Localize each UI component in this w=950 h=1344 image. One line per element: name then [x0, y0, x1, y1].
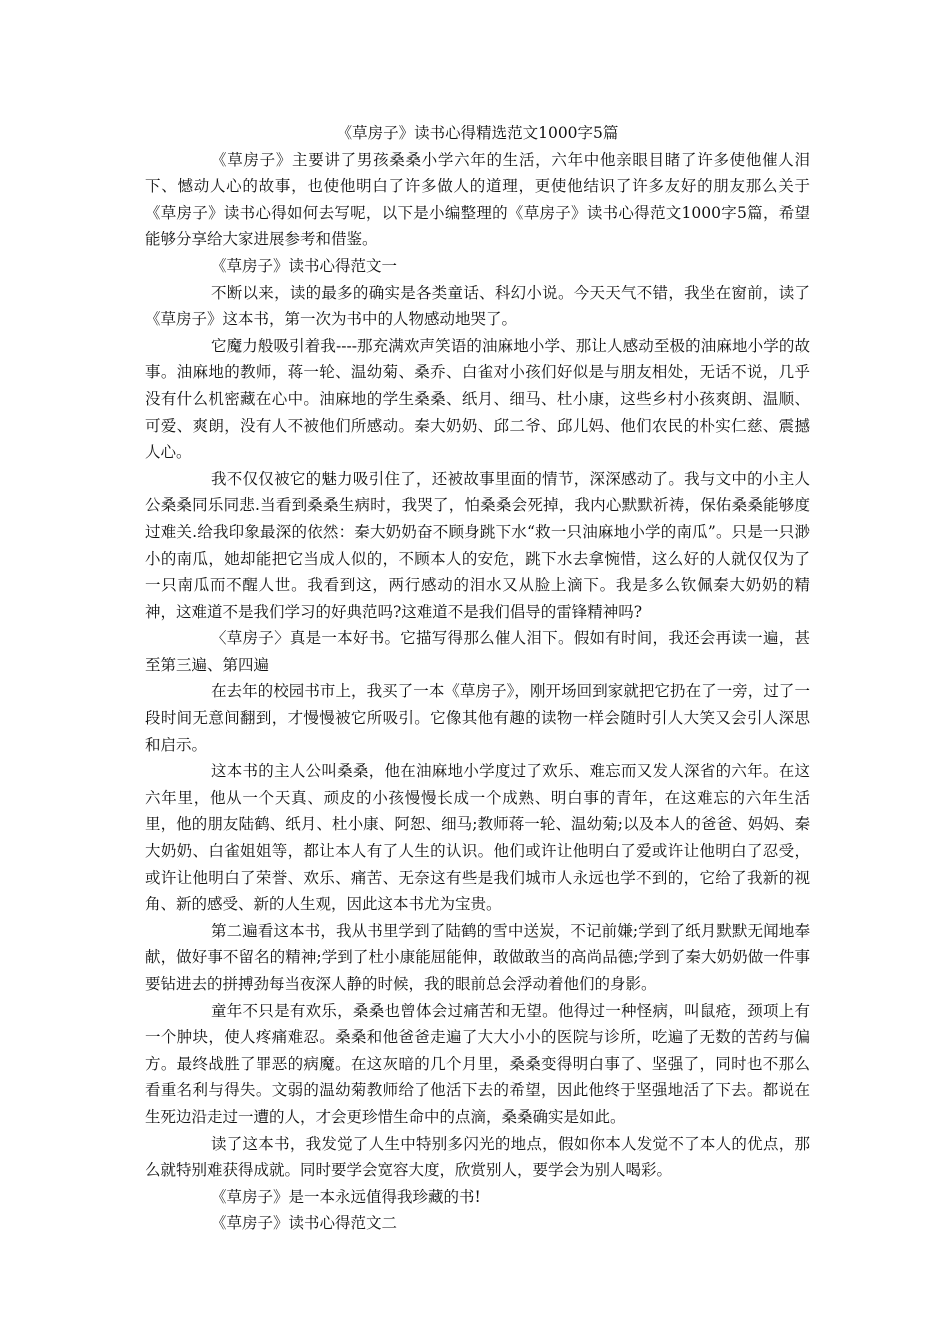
- body-paragraph: 《草房子》是一本永远值得我珍藏的书!: [211, 1187, 481, 1206]
- document-title: 《草房子》读书心得精选范文1000字5篇: [336, 124, 619, 142]
- body-paragraph: 读了这本书，我发觉了人生中特别多闪光的地点，假如你本人发觉不了本人的优点，那么就特别难获得成就。同时要学会宽容大度，欣赏别人，要学会为别人喝彩。: [145, 1134, 810, 1180]
- section-heading-2: 《草房子》读书心得范文二: [211, 1214, 398, 1233]
- body-paragraph: 我不仅仅被它的魅力吸引住了，还被故事里面的情节，深深感动了。我与文中的小主人公桑桑同乐同悲.当看到桑桑生病时，我哭了，怕桑桑会死掉，我内心默默祈祷，保佑桑桑能够度过难关.给我印象最深的依然：秦大奶奶奋不顾身跳下水“救一只油麻地小学的南瓜”。只是一只渺小的南瓜，她却能把它当成人似的，不顾本人的安危，跳下水去拿惋惜，这么好的人就仅仅为了一只南瓜而不醒人世。我看到这，两行感动的泪水又从脸上滴下。我是多么钦佩秦大奶奶的精神，这难道不是我们学习的好典范吗?这难道不是我们倡导的雷锋精神吗?: [145, 469, 810, 621]
- body-paragraph: 它魔力般吸引着我----那充满欢声笑语的油麻地小学、那让人感动至极的油麻地小学的故事。油麻地的教师，蒋一轮、温幼菊、桑乔、白雀对小孩们好似是与朋友相处，无话不说，几乎没有什么机密藏在心中。油麻地的学生桑桑、纸月、细马、杜小康，这些乡村小孩爽朗、温顺、可爱、爽朗，没有人不被他们所感动。秦大奶奶、邱二爷、邱儿妈、他们农民的朴实仁慈、震撼人心。: [145, 336, 810, 462]
- intro-paragraph: 《草房子》主要讲了男孩桑桑小学六年的生活，六年中他亲眼目睹了许多使他催人泪下、憾动人心的故事，也使他明白了许多做人的道理，更使他结识了许多友好的朋友那么关于《草房子》读书心得如何去写呢，以下是小编整理的《草房子》读书心得范文1000字5篇，希望能够分享给大家进展参考和借鉴。: [145, 150, 810, 249]
- body-paragraph: 在去年的校园书市上，我买了一本《草房子》，刚开场回到家就把它扔在了一旁，过了一段时间无意间翻到，才慢慢被它所吸引。它像其他有趣的读物一样会随时引人大笑又会引人深思和启示。: [145, 682, 810, 754]
- body-paragraph: 这本书的主人公叫桑桑，他在油麻地小学度过了欢乐、难忘而又发人深省的六年。在这六年里，他从一个天真、顽皮的小孩慢慢长成一个成熟、明白事的青年，在这难忘的六年生活里，他的朋友陆鹤、纸月、杜小康、阿恕、细马;教师蒋一轮、温幼菊;以及本人的爸爸、妈妈、秦大奶奶、白雀姐姐等，都让本人有了人生的认识。他们或许让他明白了爱或许让他明白了忍受，或许让他明白了荣誉、欢乐、痛苦、无奈这有些是我们城市人永远也学不到的，它给了我新的视角、新的感受、新的人生观，因此这本书尤为宝贵。: [145, 762, 810, 914]
- body-paragraph: 〈草房子〉真是一本好书。它描写得那么催人泪下。假如有时间，我还会再读一遍，甚至第三遍、第四遍: [145, 629, 810, 674]
- section-heading-1: 《草房子》读书心得范文一: [211, 256, 398, 275]
- body-paragraph: 童年不只是有欢乐，桑桑也曾体会过痛苦和无望。他得过一种怪病，叫鼠疮，颈项上有一个肿块，使人疼痛难忍。桑桑和他爸爸走遍了大大小小的医院与诊所，吃遍了无数的苦药与偏方。最终战胜了罪恶的病魔。在这灰暗的几个月里，桑桑变得明白事了、坚强了，同时也不那么看重名利与得失。文弱的温幼菊教师给了他活下去的希望，因此他终于坚强地活了下去。都说在生死边沿走过一遭的人，才会更珍惜生命中的点滴，桑桑确实是如此。: [145, 1001, 810, 1126]
- body-paragraph: 第二遍看这本书，我从书里学到了陆鹤的雪中送炭，不记前嫌;学到了纸月默默无闻地奉献，做好事不留名的精神;学到了杜小康能屈能伸，敢做敢当的高尚品德;学到了秦大奶奶做一件事要钻进去的拼搏劲每当夜深人静的时候，我的眼前总会浮动着他们的身影。: [145, 921, 810, 993]
- body-paragraph: 不断以来，读的最多的确实是各类童话、科幻小说。今天天气不错，我坐在窗前，读了《草房子》这本书，第一次为书中的人物感动地哭了。: [145, 283, 810, 329]
- document-page: [145, 120, 810, 1237]
